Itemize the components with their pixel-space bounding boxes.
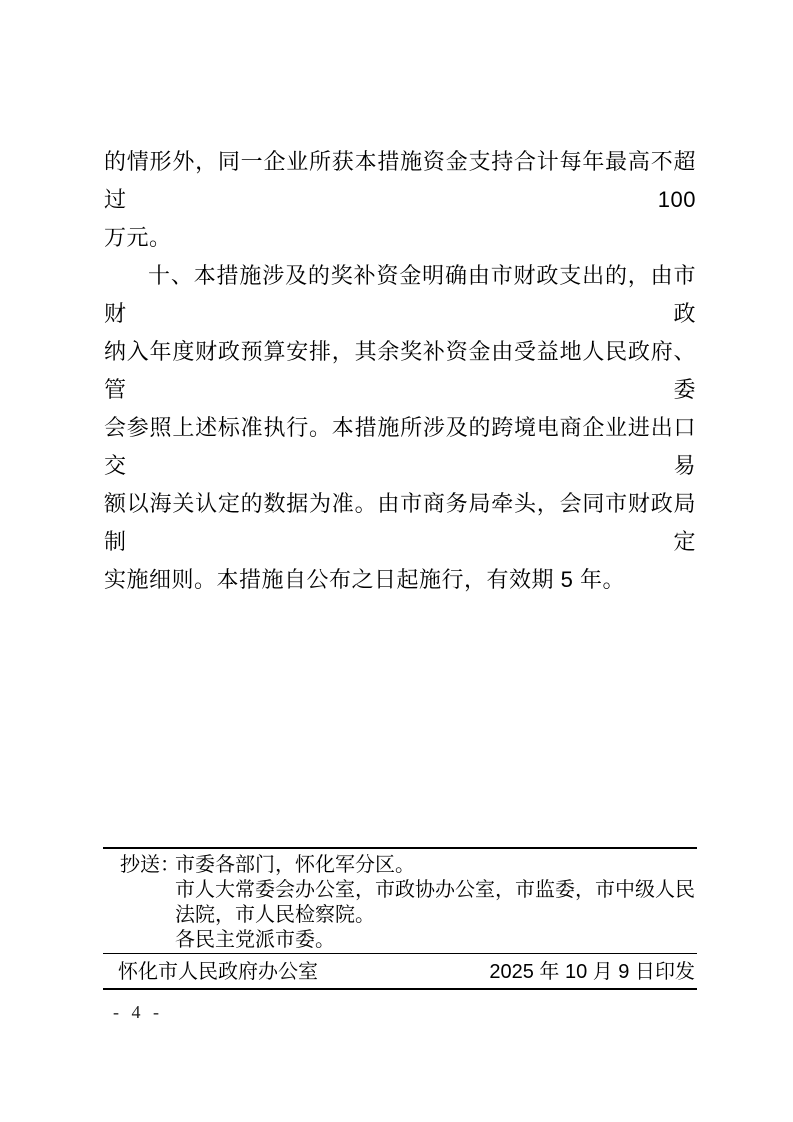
body-line: 纳入年度财政预算安排，其余奖补资金由受益地人民政府、管委 bbox=[104, 339, 696, 402]
document-footer bbox=[103, 847, 697, 990]
body-line: 十、本措施涉及的奖补资金明确由市财政支出的，由市财政 bbox=[104, 263, 696, 326]
cc-line: 法院，市人民检察院。 bbox=[175, 904, 375, 926]
page-number: - 4 - bbox=[113, 1002, 163, 1022]
body-line: 额以海关认定的数据为准。由市商务局牵头，会同市财政局制定 bbox=[104, 491, 696, 554]
cc-list bbox=[175, 853, 697, 953]
issuer-row bbox=[103, 954, 697, 990]
body-line: 万元。 bbox=[104, 225, 172, 250]
paragraph-continued bbox=[104, 143, 696, 257]
body-line: 实施细则。本措施自公布之日起施行，有效期 5 年。 bbox=[104, 567, 625, 592]
document-body bbox=[104, 143, 696, 599]
cc-line: 市人大常委会办公室，市政协办公室，市监委，市中级人民 bbox=[175, 879, 695, 901]
paragraph-item-ten bbox=[104, 257, 696, 599]
cc-line: 各民主党派市委。 bbox=[175, 929, 335, 951]
cc-label: 抄送： bbox=[120, 854, 180, 876]
print-date: 2025 年 10 月 9 日印发 bbox=[489, 961, 695, 983]
issuer-name: 怀化市人民政府办公室 bbox=[118, 961, 318, 983]
cc-line: 市委各部门，怀化军分区。 bbox=[175, 854, 415, 876]
body-line: 的情形外，同一企业所获本措施资金支持合计每年最高不超过 100 bbox=[104, 149, 696, 212]
cc-section bbox=[103, 849, 697, 954]
body-line: 会参照上述标准执行。本措施所涉及的跨境电商企业进出口交易 bbox=[104, 415, 696, 478]
